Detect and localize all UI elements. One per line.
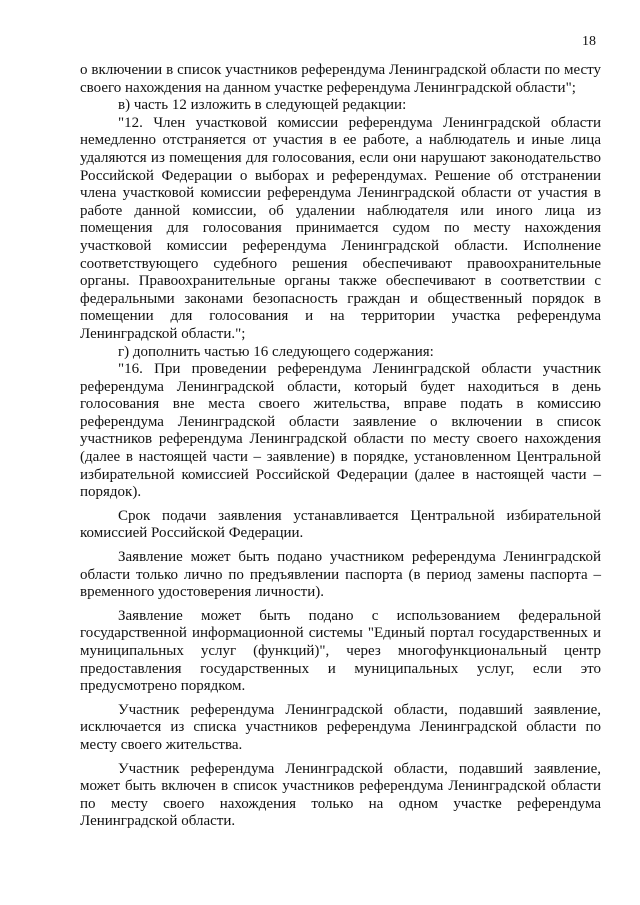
paragraph: Срок подачи заявления устанавливается Центральной избирательной комиссией Российской Федерации. (80, 507, 601, 542)
paragraph: "16. При проведении референдума Ленинградской области участник референдума Ленинградской области, который будет находиться в день голосования вне места своего жительства, вправе подать в комиссию референдума Ленинградской области заявление о включении в список участников референдума Ленинградской области по месту своего нахождения (далее в настоящей части – заявление) в порядке, установленном Центральной избирательной комиссией Российской Федерации (далее в настоящей части – порядок). (80, 361, 601, 501)
paragraph: Участник референдума Ленинградской области, подавший заявление, исключается из списка участников референдума Ленинградской области по месту своего жительства. (80, 701, 601, 753)
paragraph: Заявление может быть подано с использованием федеральной государственной информационной системы "Единый портал государственных и муниципальных услуг (функций)", через многофункциональный центр предоставления государственных и муниципальных услуг, если это предусмотрено порядком. (80, 607, 601, 695)
paragraph: о включении в список участников референдума Ленинградской области по месту своего нахождения на данном участке референдума Ленинградской области"; (80, 62, 601, 96)
paragraph: Участник референдума Ленинградской области, подавший заявление, может быть включен в список участников референдума Ленинградской области по месту своего нахождения только на одном участке референдума Ленинградской области. (80, 760, 601, 830)
paragraph: г) дополнить частью 16 следующего содержания: (118, 343, 434, 360)
paragraph: Заявление может быть подано участником референдума Ленинградской области только лично по предъявлении паспорта (в период замены паспорта – временного удостоверения личности). (80, 549, 601, 601)
paragraph: "12. Член участковой комиссии референдума Ленинградской области немедленно отстраняется от участия в ее работе, а наблюдатель и иные лица удаляются из помещения для голосования, если они нарушают законодательство Российской Федерации о выборах и референдумах. Решение об отстранении члена участковой комиссии референдума Ленинградской области от участия в работе данной комиссии, об удалении наблюдателя или иного лица из помещения для голосования принимается судом по месту нахождения участковой комиссии референдума Ленинградской области. Исполнение соответствующего судебного решения обеспечивают правоохранительные органы. Правоохранительные органы также обеспечивают в соответствии с федеральными законами безопасность граждан и общественный порядок в помещении для голосования и на территории участка референдума Ленинградской области."; (80, 114, 601, 342)
paragraph: в) часть 12 изложить в следующей редакции: (118, 97, 407, 114)
page-number: 18 (582, 34, 596, 49)
document-body (80, 62, 601, 831)
